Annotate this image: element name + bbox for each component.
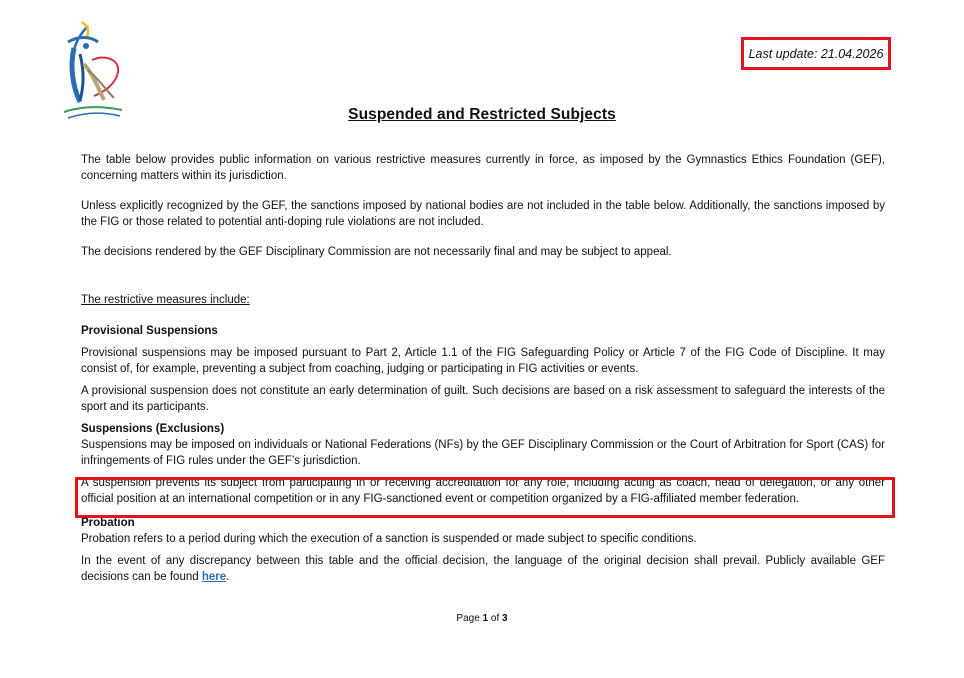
measures-label: The restrictive measures include: bbox=[81, 294, 250, 306]
page-word: Page bbox=[456, 613, 483, 624]
page-of-word: of bbox=[488, 613, 503, 624]
provisional-paragraph-1: Provisional suspensions may be imposed pursuant to Part 2, Article 1.1 of the FIG Safeguarding Policy or Article 7 of the FIG Code of Discipline. It may consist of, for example, preventing a subject from coaching, judging or participating in FIG activities or events. bbox=[81, 347, 885, 375]
last-update-text: Last update: 21.04.2026 bbox=[748, 46, 884, 61]
page-total: 3 bbox=[502, 613, 508, 624]
closing-paragraph bbox=[81, 553, 885, 585]
page-title: Suspended and Restricted Subjects bbox=[348, 106, 616, 123]
page-current: 1 bbox=[482, 613, 489, 624]
probation-paragraph: Probation refers to a period during which the execution of a sanction is suspended or made subject to specific conditions. bbox=[81, 533, 697, 545]
intro-paragraph-1: The table below provides public information on various restrictive measures currently in force, as imposed by the Gymnastics Ethics Foundation (GEF), concerning matters within its jurisdiction. bbox=[81, 154, 885, 182]
suspensions-paragraph-1: Suspensions may be imposed on individuals or National Federations (NFs) by the GEF Disciplinary Commission or the Court of Arbitration for Sport (CAS) for infringements of FIG rules under the GEF’s jurisdiction. bbox=[81, 439, 885, 467]
page-footer bbox=[0, 613, 964, 624]
suspensions-heading: Suspensions (Exclusions) bbox=[81, 423, 225, 435]
closing-end: . bbox=[226, 571, 230, 583]
provisional-heading: Provisional Suspensions bbox=[81, 325, 218, 337]
last-update-badge bbox=[741, 37, 891, 70]
suspensions-paragraph-2: A suspension prevents its subject from participating in or receiving accreditation for any role, including acting as coach, head of delegation, or any other official position at an international competition or in any FIG-sanctioned event or competition organized by a FIG-affiliated member federation. bbox=[81, 477, 885, 505]
closing-text: In the event of any discrepancy between this table and the official decision, the language of the original decision shall prevail. Publicly available GEF decisions can be found bbox=[81, 555, 885, 583]
probation-heading: Probation bbox=[81, 517, 135, 529]
intro-paragraph-3: The decisions rendered by the GEF Disciplinary Commission are not necessarily final and may be subject to appeal. bbox=[81, 246, 672, 258]
document-body bbox=[81, 152, 885, 585]
intro-paragraph-2: Unless explicitly recognized by the GEF, the sanctions imposed by national bodies are not included in the table below. Additionally, the sanctions imposed by the FIG or those related to potential anti-doping rule violations are not included. bbox=[81, 200, 885, 228]
highlight-box bbox=[75, 477, 895, 518]
decisions-link[interactable]: here bbox=[201, 571, 227, 583]
provisional-paragraph-2: A provisional suspension does not constitute an early determination of guilt. Such decisions are based on a risk assessment to safeguard the interests of the sport and its participants. bbox=[81, 385, 885, 413]
